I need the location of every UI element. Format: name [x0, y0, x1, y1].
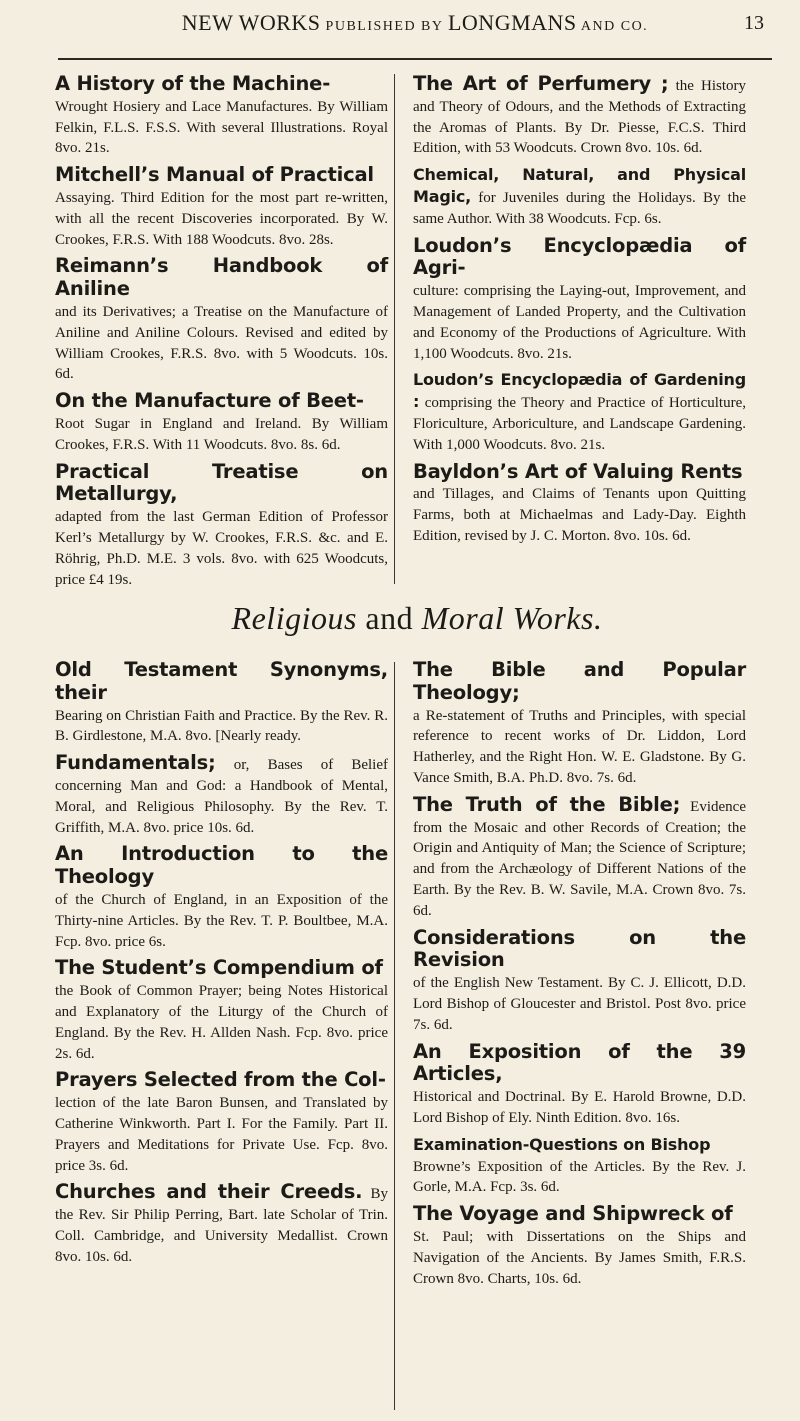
- catalog-entry: [55, 958, 388, 1064]
- entry-title: The Student’s Compendium of: [55, 956, 383, 980]
- entry-body: Evidence from the Mosaic and other Records of Creation; the Origin and Antiquity of Man; the Science of Scripture; and from the Archæology of Different Nations of the Earth. By the Rev. B. W. Savile, M.A. Crown 8vo. 7s. 6d.: [413, 798, 746, 919]
- section-heading-and: and: [365, 600, 414, 636]
- entry-title: Examination-Questions on Bishop: [413, 1134, 711, 1154]
- entry-title: Considerations on the Revision: [413, 925, 746, 972]
- catalog-entry: [413, 370, 746, 455]
- catalog-entry: [413, 165, 746, 229]
- header-part-2: PUBLISHED BY: [320, 19, 448, 34]
- section-heading: [60, 600, 774, 637]
- entry-title: Loudon’s Encyclopædia of Gardening :: [413, 370, 746, 412]
- catalog-entry: [413, 459, 746, 547]
- entry-body: lection of the late Baron Bunsen, and Translated by Catherine Winkworth. Part I. For the Family. Part II. Prayers and Meditations for Private Use. Fcp. 8vo. price 3s. 6d.: [55, 1095, 388, 1174]
- entry-body: Root Sugar in England and Ireland. By William Crookes, F.R.S. With 11 Woodcuts. 8vo. 8s. 6d.: [55, 415, 388, 453]
- entry-title: Bayldon’s Art of Valuing Rents: [413, 459, 743, 483]
- entry-title: The Art of Perfumery ;: [413, 72, 669, 95]
- catalog-entry: [413, 925, 746, 1036]
- entry-title: On the Manufacture of Beet-: [55, 389, 364, 413]
- entry-title: Reimann’s Handbook of Aniline: [55, 254, 388, 301]
- bottom-right-column: [413, 660, 746, 1295]
- running-header: [60, 6, 770, 52]
- top-right-column: [413, 74, 746, 553]
- entry-title: The Truth of the Bible;: [413, 792, 681, 816]
- entry-title: Churches and their Creeds.: [55, 1180, 363, 1204]
- section-heading-word: Moral Works.: [421, 600, 603, 636]
- bottom-left-column: [55, 660, 388, 1274]
- section-heading-word: Religious: [231, 600, 357, 636]
- entry-body: Browne’s Exposition of the Articles. By the Rev. J. Gorle, M.A. Fcp. 3s. 6d.: [413, 1158, 746, 1196]
- header-part-1: NEW WORKS: [181, 10, 321, 35]
- catalog-entry: [413, 74, 746, 159]
- entry-title: Old Testament Synonyms, their: [55, 658, 388, 704]
- entry-body: adapted from the last German Edition of Professor Kerl’s Metallurgy by W. Crookes, F.R.S. &c. and E. Röhrig, Ph.D. M.E. 3 vols. 8vo. with 625 Woodcuts, price £4 19s.: [55, 509, 388, 588]
- column-divider-bottom: [394, 662, 395, 1410]
- entry-body: the History and Theory of Odours, and the Methods of Extracting the Aromas of Plants. By Dr. Piesse, F.C.S. Third Edition, with 53 Woodcuts. Crown 8vo. 10s. 6d.: [413, 78, 746, 157]
- entry-body: Historical and Doctrinal. By E. Harold Browne, D.D. Lord Bishop of Ely. Ninth Edition. 8vo. 16s.: [413, 1089, 746, 1126]
- entry-title: Fundamentals;: [55, 751, 216, 775]
- catalog-entry: [413, 233, 746, 365]
- catalog-entry: [413, 1135, 746, 1198]
- column-divider-top: [394, 74, 395, 584]
- top-left-column: [55, 74, 388, 596]
- header-part-3: LONGMANS: [447, 10, 577, 35]
- catalog-entry: [55, 391, 388, 455]
- catalog-entry: [55, 256, 388, 385]
- header-part-4: AND CO.: [576, 19, 649, 34]
- catalog-entry: [55, 660, 388, 747]
- entry-body: a Re-statement of Truths and Principles, with special reference to recent works of Dr. Liddon, Lord Hatherley, and the Right Hon. W. E. Gladstone. By G. Vance Smith, B.A. Ph.D. 8vo. 7s. 6d.: [413, 707, 746, 786]
- running-head-text: [182, 10, 648, 36]
- catalog-entry: [55, 165, 388, 250]
- entry-body: for Juveniles during the Holidays. By the same Author. With 38 Woodcuts. Fcp. 6s.: [413, 189, 746, 227]
- page-number: 13: [744, 12, 764, 34]
- entry-title: Loudon’s Encyclopædia of Agri-: [413, 233, 746, 280]
- catalog-entry: [55, 1182, 388, 1267]
- catalog-entry: [413, 1204, 746, 1289]
- catalog-entry: [55, 753, 388, 838]
- entry-body: and its Derivatives; a Treatise on the Manufacture of Aniline and Aniline Colours. Revised and edited by William Crookes, F.R.S. 8vo. with 5 Woodcuts. 10s. 6d.: [55, 303, 388, 383]
- entry-body: comprising the Theory and Practice of Horticulture, Floriculture, Arboriculture, and Landscape Gardening. With 1,000 Woodcuts. 8vo. 21s.: [413, 395, 746, 453]
- catalog-entry: [55, 74, 388, 159]
- catalog-entry: [55, 459, 388, 591]
- entry-body: and Tillages, and Claims of Tenants upon Quitting Farms, both at Michaelmas and Lady-Day. Eighth Edition, revised by J. C. Morton. 8vo. 10s. 6d.: [413, 486, 746, 544]
- entry-body: By the Rev. Sir Philip Perring, Bart. late Scholar of Trin. Coll. Cambridge, and University Medallist. Crown 8vo. 10s. 6d.: [55, 1186, 388, 1265]
- entry-title: Prayers Selected from the Col-: [55, 1068, 386, 1092]
- catalog-entry: [413, 1039, 746, 1129]
- entry-title: Practical Treatise on Metallurgy,: [55, 459, 388, 506]
- catalog-entry: [55, 1070, 388, 1176]
- entry-body: Bearing on Christian Faith and Practice. By the Rev. R. B. Girdlestone, M.A. 8vo. [Nearly ready.: [55, 707, 388, 745]
- entry-title: Chemical, Natural, and Physical Magic,: [413, 165, 746, 206]
- entry-body: St. Paul; with Dissertations on the Ships and Navigation of the Ancients. By James Smith, F.R.S. Crown 8vo. Charts, 10s. 6d.: [413, 1228, 746, 1287]
- catalog-entry: [413, 660, 746, 789]
- entry-title: An Exposition of the 39 Articles,: [413, 1039, 746, 1086]
- entry-body: culture: comprising the Laying-out, Improvement, and Management of Landed Property, and the Cultivation and Economy of the Productions of Agriculture. With 1,100 Woodcuts. 8vo. 21s.: [413, 283, 746, 362]
- entry-body: the Book of Common Prayer; being Notes Historical and Explanatory of the Liturgy of the Church of England. By the Rev. H. Allden Nash. Fcp. 8vo. price 2s. 6d.: [55, 983, 388, 1062]
- catalog-entry: [55, 844, 388, 952]
- entry-title: An Introduction to the Theology: [55, 842, 388, 889]
- entry-title: A History of the Machine-: [55, 72, 331, 95]
- entry-body: Assaying. Third Edition for the most part re-written, with all the recent Discoveries incorporated. By W. Crookes, F.R.S. With 188 Woodcuts. 8vo. 28s.: [55, 189, 388, 248]
- header-rule: [58, 58, 772, 60]
- catalog-entry: [413, 792, 746, 922]
- entry-title: The Voyage and Shipwreck of: [413, 1202, 733, 1226]
- entry-title: Mitchell’s Manual of Practical: [55, 163, 374, 187]
- entry-title: The Bible and Popular Theology;: [413, 658, 746, 704]
- entry-body: of the English New Testament. By C. J. Ellicott, D.D. Lord Bishop of Gloucester and Bristol. Post 8vo. price 7s. 6d.: [413, 975, 746, 1033]
- entry-body: of the Church of England, in an Exposition of the Thirty-nine Articles. By the Rev. T. P. Boultbee, M.A. Fcp. 8vo. price 6s.: [55, 891, 388, 950]
- entry-body: or, Bases of Belief concerning Man and God: a Handbook of Mental, Moral, and Religious Philosophy. By the Rev. T. Griffith, M.A. 8vo. price 10s. 6d.: [55, 757, 388, 836]
- entry-body: Wrought Hosiery and Lace Manufactures. By William Felkin, F.L.S. F.S.S. With several Illustrations. Royal 8vo. 21s.: [55, 98, 388, 157]
